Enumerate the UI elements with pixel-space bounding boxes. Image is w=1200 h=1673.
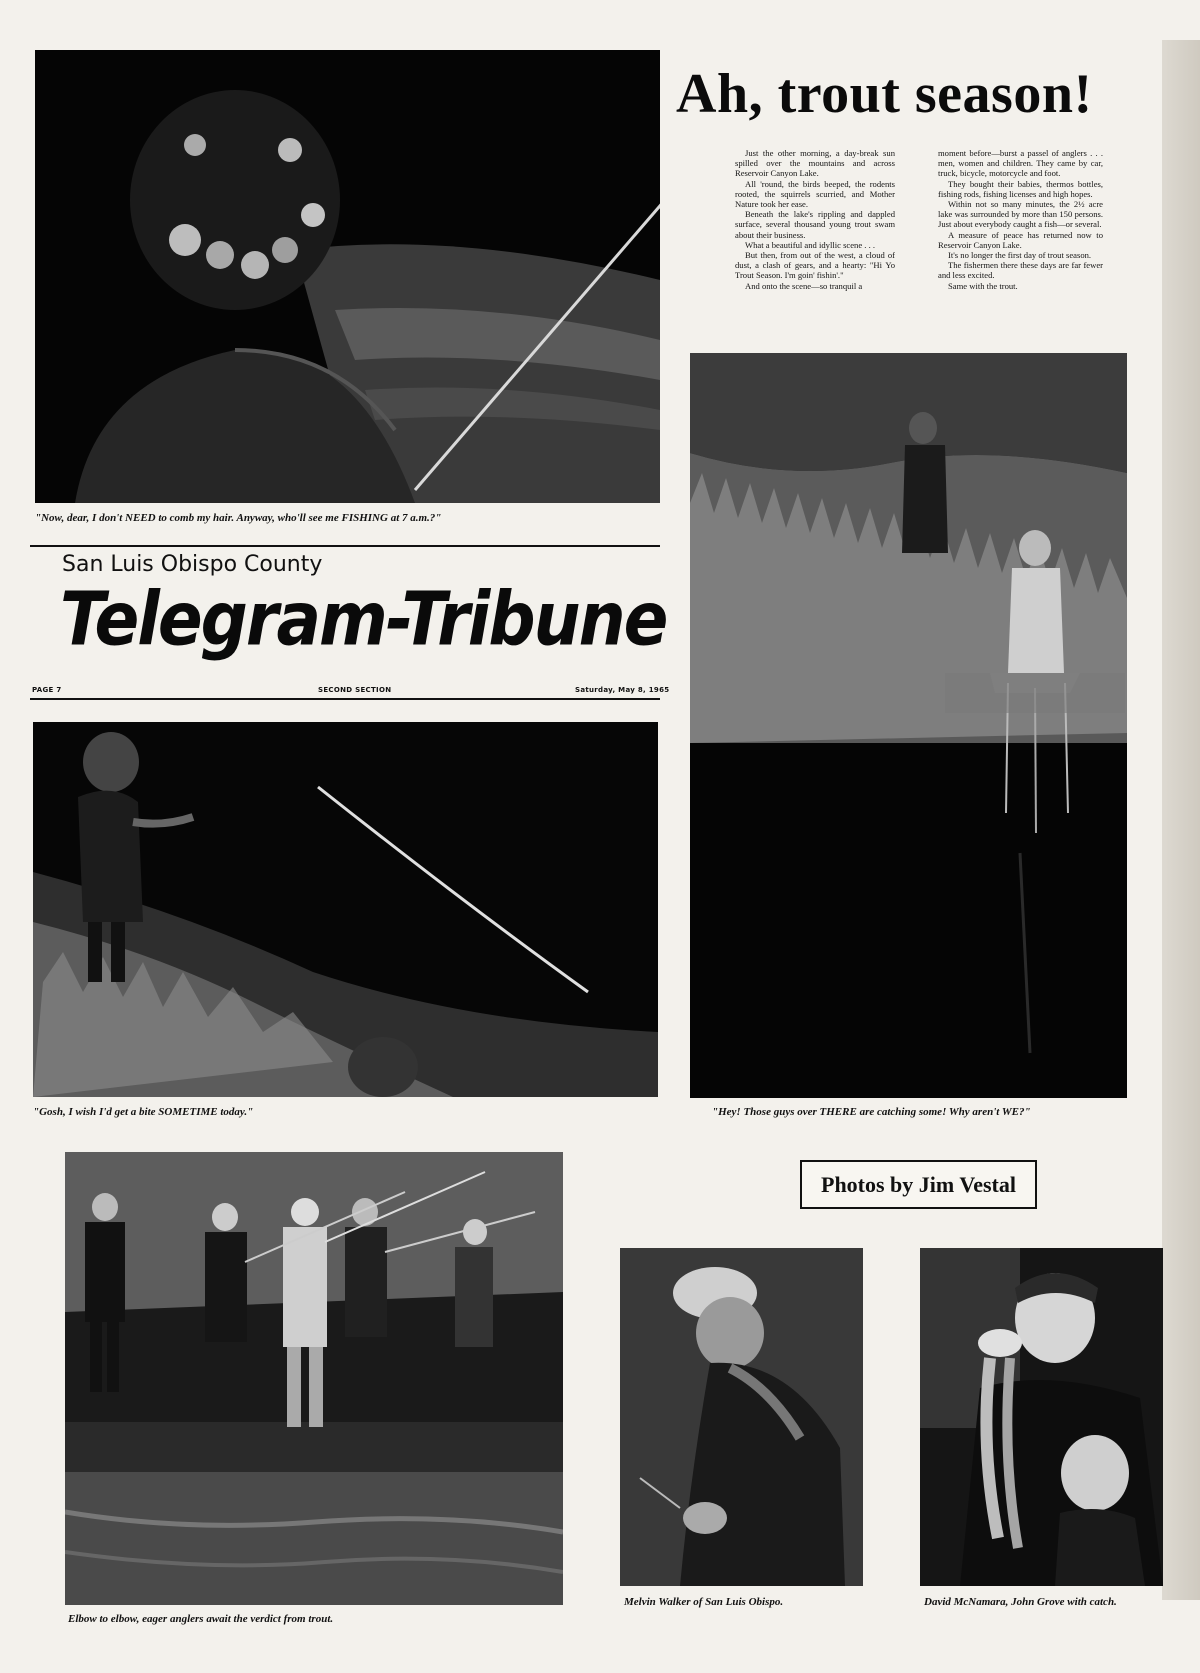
masthead-title: Telegram-Tribune <box>60 576 667 663</box>
headline: Ah, trout season! <box>676 63 1093 125</box>
photo-melvin-walker <box>620 1248 863 1586</box>
masthead-county: San Luis Obispo County <box>62 552 323 577</box>
folio-page: PAGE 7 <box>32 686 62 694</box>
caption-photo2: "Gosh, I wish I'd get a bite SOMETIME today." <box>33 1106 254 1118</box>
caption-photo6: David McNamara, John Grove with catch. <box>924 1596 1117 1608</box>
folio-section: SECOND SECTION <box>318 686 392 694</box>
masthead-rule-top <box>30 545 660 547</box>
story-paragraph: Within not so many minutes, the 2½ acre lake was surrounded by more than 150 persons. Just about everybody caught a fish—or several. <box>938 199 1103 230</box>
story-paragraph: All 'round, the birds beeped, the rodents rooted, the squirrels scurried, and Mother Nature took her ease. <box>735 178 895 210</box>
photo-mcnamara-grove-catch <box>920 1248 1163 1586</box>
folio-date: Saturday, May 8, 1965 <box>575 686 670 694</box>
story-paragraph: Beneath the lake's rippling and dappled surface, several thousand young trout swam about their business. <box>735 209 895 240</box>
photo-child-fishing <box>33 722 658 1097</box>
adjacent-page-edge <box>1162 40 1200 1600</box>
photo-woman-curlers-fishing <box>35 50 660 503</box>
story-column-1 <box>735 148 895 291</box>
photo-anglers-in-grass <box>690 353 1127 1098</box>
story-column-2 <box>938 148 1103 291</box>
caption-photo1: "Now, dear, I don't NEED to comb my hair. Anyway, who'll see me FISHING at 7 a.m.?" <box>35 512 442 524</box>
story-paragraph: Just the other morning, a day-break sun spilled over the mountains and across Reservoir Canyon Lake. <box>735 148 895 179</box>
caption-photo4: Elbow to elbow, eager anglers await the verdict from trout. <box>68 1613 334 1625</box>
story-paragraph: What a beautiful and idyllic scene . . . <box>745 239 876 250</box>
caption-photo3: "Hey! Those guys over THERE are catching some! Why aren't WE?" <box>712 1106 1031 1118</box>
story-paragraph: It's no longer the first day of trout season. <box>948 250 1092 261</box>
photo-crowd-anglers <box>65 1152 563 1605</box>
story-paragraph: The fishermen there these days are far fewer and less excited. <box>938 260 1103 281</box>
story-paragraph: Same with the trout. <box>948 280 1018 291</box>
story-paragraph: But then, from out of the west, a cloud of dust, a clash of gears, and a hearty: "Hi Yo Trout Season. I'm goin' fishin'." <box>735 250 895 281</box>
story-paragraph: And onto the scene—so tranquil a <box>745 280 863 291</box>
caption-photo5: Melvin Walker of San Luis Obispo. <box>624 1596 784 1608</box>
story-paragraph: They bought their babies, thermos bottles, fishing rods, fishing licenses and high hopes. <box>938 178 1103 199</box>
photo-credit-box: Photos by Jim Vestal <box>800 1160 1037 1209</box>
story-paragraph: A measure of peace has returned now to Reservoir Canyon Lake. <box>938 229 1103 250</box>
story-paragraph: moment before—burst a passel of anglers . . . men, women and children. They came by car, truck, bicycle, motorcycle and foot. <box>938 148 1103 179</box>
masthead-rule-bottom <box>30 698 660 700</box>
